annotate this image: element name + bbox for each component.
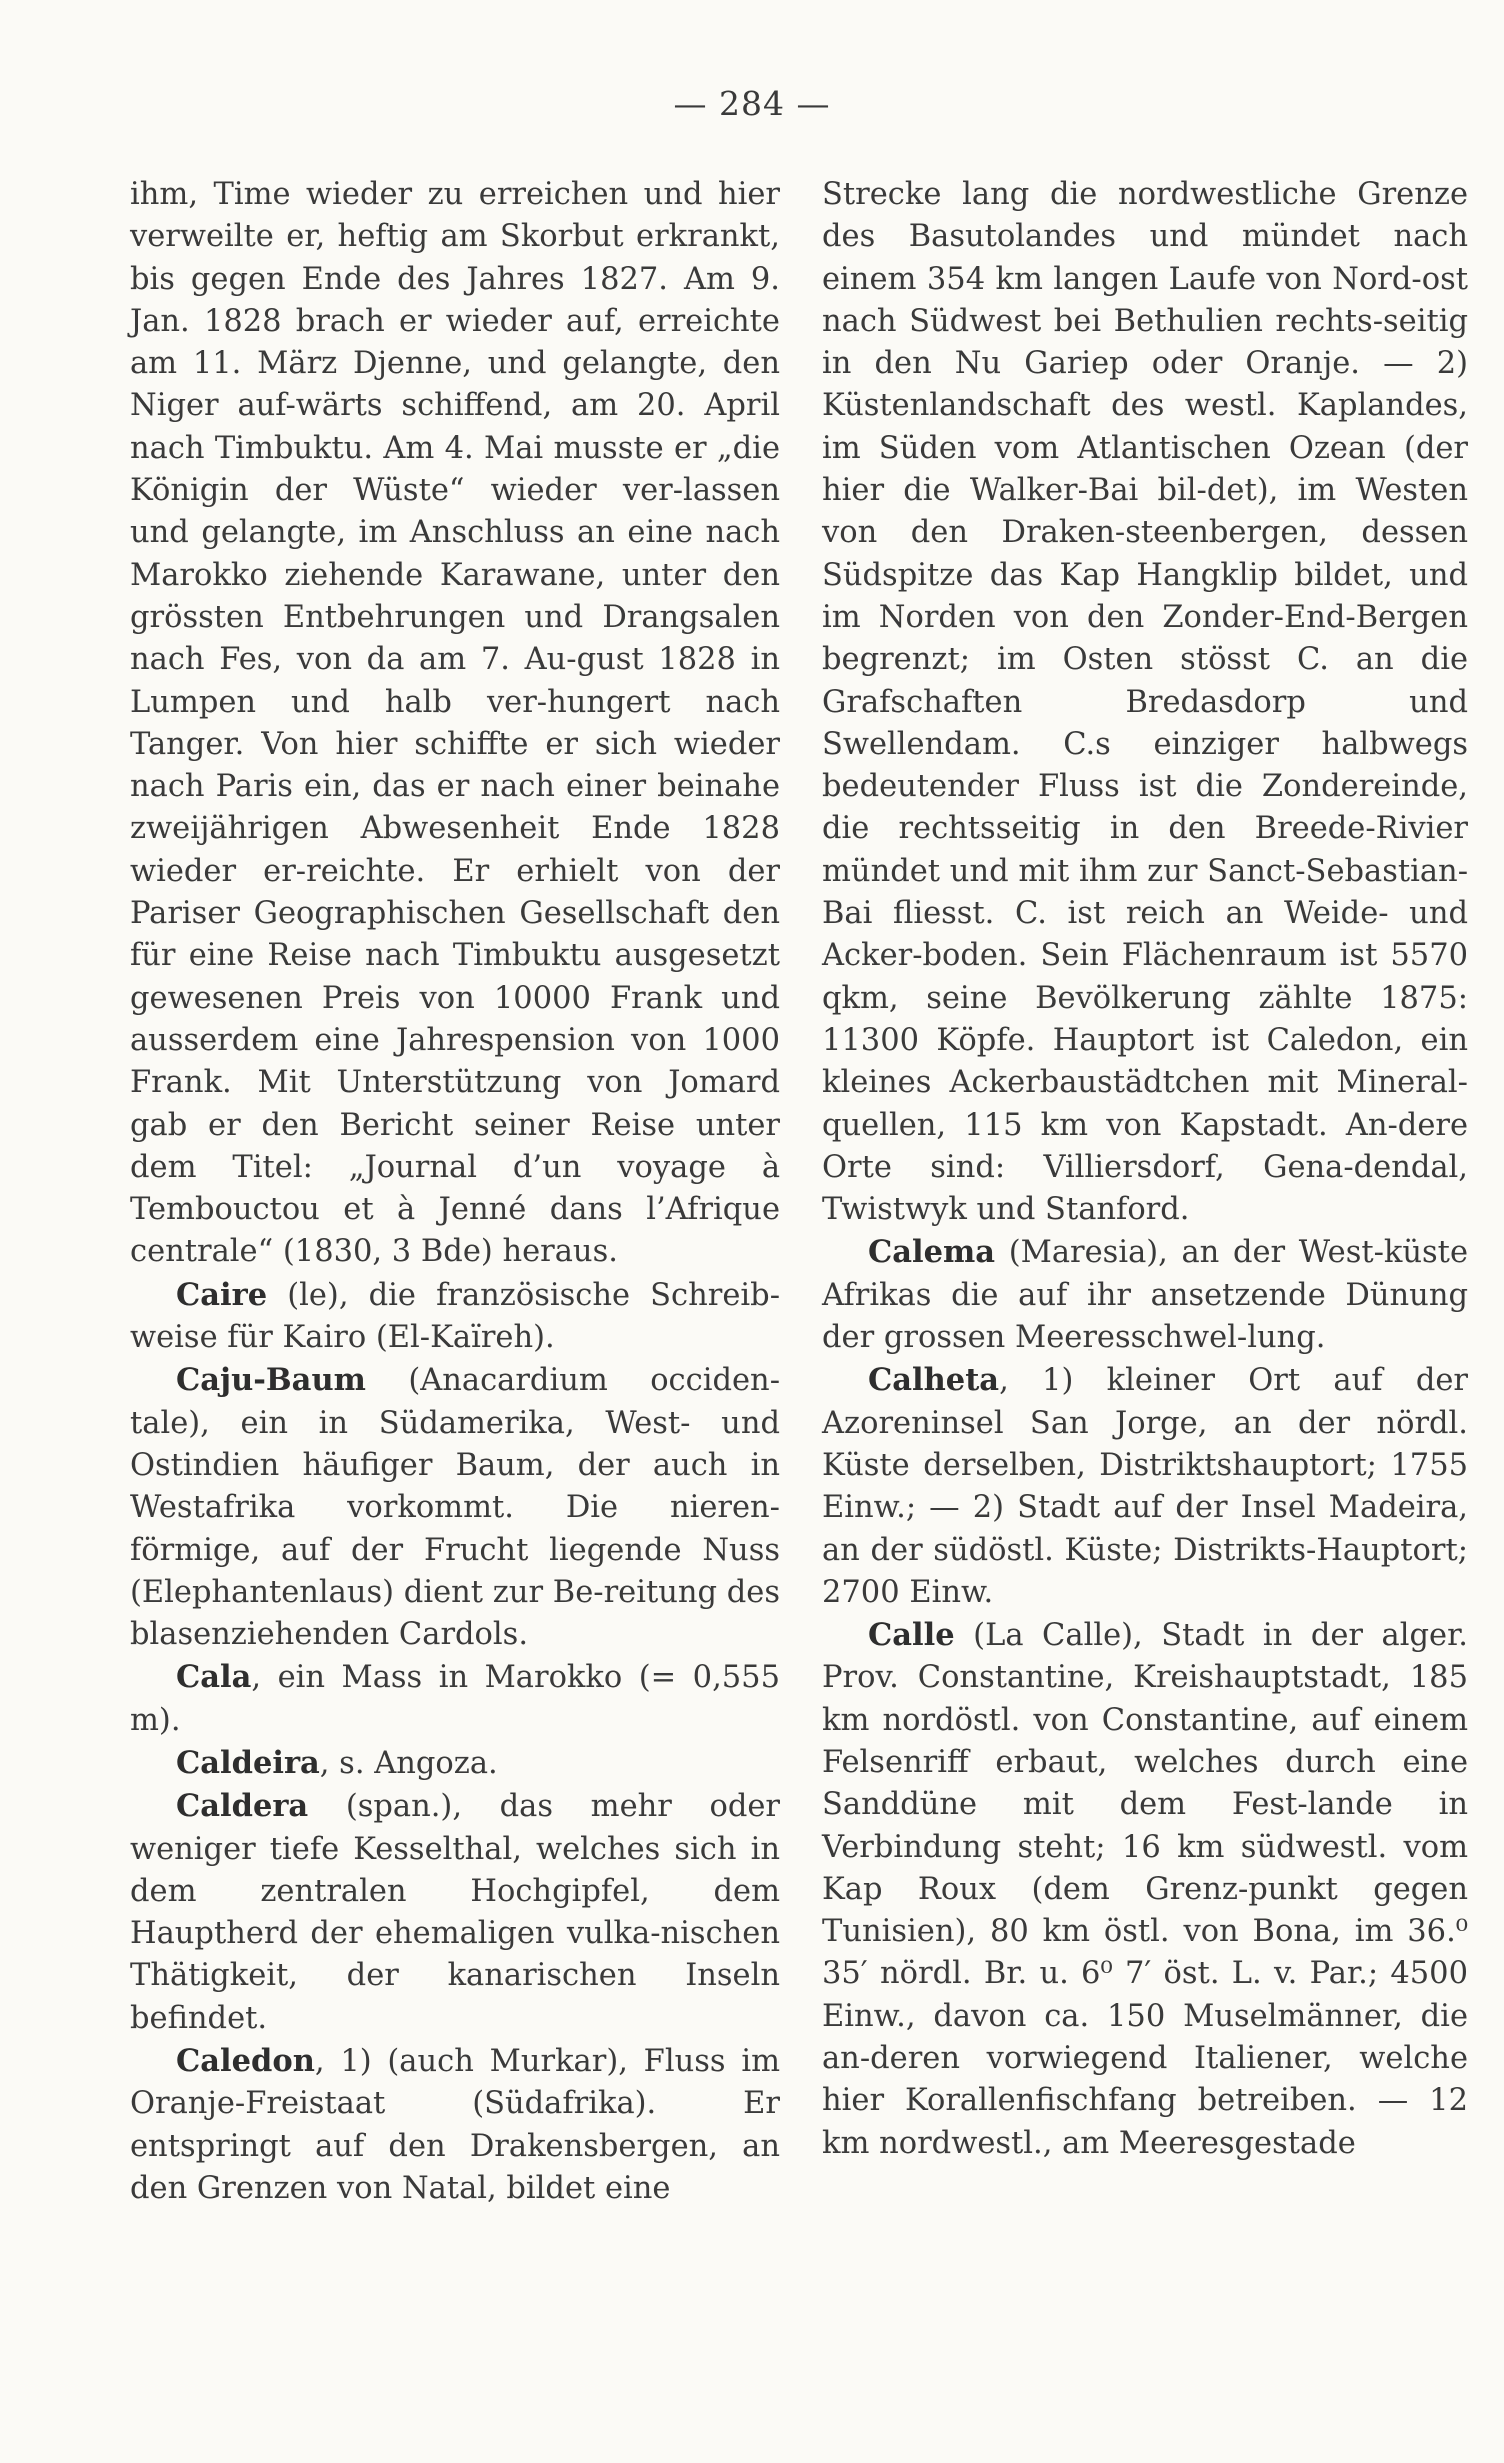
lemma-heading: Caledon	[176, 2043, 315, 2080]
entry-calheta	[822, 1359, 1468, 1614]
entry-caledon	[130, 2040, 780, 2210]
entry-text: , 1) (auch Murkar), Fluss im Oranje-Freistaat (Südafrika). Er entspringt auf den Drakensbergen, an den Grenzen von Natal, bildet eine	[130, 2044, 780, 2206]
continuation-paragraph	[822, 174, 1468, 1231]
page-number: — 284 —	[673, 84, 831, 123]
entry-calle	[822, 1614, 1468, 2165]
lemma-heading: Caldeira	[176, 1744, 320, 1781]
entry-text: ihm, Time wieder zu erreichen und hier verweilte er, heftig am Skorbut erkrankt, bis gegen Ende des Jahres 1827. Am 9. Jan. 1828 brach er wieder auf, erreichte am 11. März Djenne, und gelangte, den Niger auf-wärts schiffend, am 20. April nach Timbuktu. Am 4. Mai musste er „die Königin der Wüste“ wieder ver-lassen und gelangte, im Anschluss an eine nach Marokko ziehende Karawane, unter den grössten Entbehrungen und Drangsalen nach Fes, von da am 7. Au-gust 1828 in Lumpen und halb ver-hungert nach Tanger. Von hier schiffte er sich wieder nach Paris ein, das er nach einer beinahe zweijährigen Abwesenheit Ende 1828 wieder er-reichte. Er erhielt von der Pariser Geographischen Gesellschaft den für eine Reise nach Timbuktu ausgesetzt gewesenen Preis von 10000 Frank und ausserdem eine Jahrespension von 1000 Frank. Mit Unterstützung von Jomard gab er den Bericht seiner Reise unter dem Titel: „Journal d’un voyage à Tembouctou et à Jenné dans l’Afrique centrale“ (1830, 3 Bde) heraus.	[130, 177, 780, 1270]
lemma-heading: Calema	[868, 1234, 996, 1271]
entry-text: (Anacardium occiden-tale), ein in Südamerika, West- und Ostindien häufiger Baum, der auch in Westafrika vorkommt. Die nieren-förmige, auf der Frucht liegende Nuss (Elephantenlaus) dient zur Be-reitung des blasenziehenden Cardols.	[130, 1363, 780, 1653]
entry-text: , ein Mass in Marokko (= 0,555 m).	[130, 1660, 780, 1738]
entry-text: (La Calle), Stadt in der alger. Prov. Constantine, Kreishauptstadt, 185 km nordöstl. von Constantine, auf einem Felsenriff erbaut, welches durch eine Sanddüne mit dem Fest-lande in Verbindung steht; 16 km südwestl. vom Kap Roux (dem Grenz-punkt gegen Tunisien), 80 km östl. von Bona, im 36.⁰ 35′ nördl. Br. u. 6⁰ 7′ öst. L. v. Par.; 4500 Einw., davon ca. 150 Muselmänner, die an-deren vorwiegend Italiener, welche hier Korallenfischfang betreiben. — 12 km nordwestl., am Meeresgestade	[822, 1618, 1468, 2161]
entry-text: , s. Angoza.	[319, 1745, 498, 1781]
left-column	[130, 174, 780, 2210]
right-column	[822, 174, 1468, 2165]
lemma-heading: Caire	[176, 1276, 268, 1313]
lemma-heading: Calheta	[868, 1362, 1000, 1399]
entry-text: (span.), das mehr oder weniger tiefe Kesselthal, welches sich in dem zentralen Hochgipfel, dem Hauptherd der ehemaligen vulka-nischen Thätigkeit, der kanarischen Inseln befindet.	[130, 1789, 780, 2036]
entry-calema	[822, 1231, 1468, 1359]
entry-caju-baum	[130, 1359, 780, 1656]
continuation-paragraph	[130, 174, 780, 1274]
entry-caire	[130, 1274, 780, 1360]
entry-text: (le), die französische Schreib-weise für Kairo (El-Kaïreh).	[130, 1277, 780, 1356]
entry-cala	[130, 1656, 780, 1742]
entry-text: Strecke lang die nordwestliche Grenze des Basutolandes und mündet nach einem 354 km langen Laufe von Nord-ost nach Südwest bei Bethulien rechts-seitig in den Nu Gariep oder Oranje. — 2) Küstenlandschaft des westl. Kaplandes, im Süden vom Atlantischen Ozean (der hier die Walker-Bai bil-det), im Westen von den Draken-steenbergen, dessen Südspitze das Kap Hangklip bildet, und im Norden von den Zonder-End-Bergen begrenzt; im Osten stösst C. an die Grafschaften Bredasdorp und Swellendam. C.s einziger halbwegs bedeutender Fluss ist die Zondereinde, die rechtsseitig in den Breede-Rivier mündet und mit ihm zur Sanct-Sebastian-Bai fliesst. C. ist reich an Weide- und Acker-boden. Sein Flächenraum ist 5570 qkm, seine Bevölkerung zählte 1875: 11300 Köpfe. Hauptort ist Caledon, ein kleines Ackerbaustädtchen mit Mineral-quellen, 115 km von Kapstadt. An-dere Orte sind: Villiersdorf, Gena-dendal, Twistwyk und Stanford.	[822, 177, 1468, 1228]
entry-text: (Maresia), an der West-küste Afrikas die auf ihr ansetzende Dünung der grossen Meeresschwel-lung.	[822, 1235, 1468, 1356]
lemma-heading: Cala	[176, 1659, 252, 1696]
entry-caldera	[130, 1785, 780, 2040]
entry-caldeira	[130, 1742, 780, 1785]
lemma-heading: Caldera	[176, 1788, 309, 1825]
entry-text: , 1) kleiner Ort auf der Azoreninsel San Jorge, an der nördl. Küste derselben, Distriktshauptort; 1755 Einw.; — 2) Stadt auf der Insel Madeira, an der südöstl. Küste; Distrikts-Hauptort; 2700 Einw.	[822, 1363, 1468, 1610]
lemma-heading: Caju-Baum	[176, 1362, 366, 1399]
lemma-heading: Calle	[868, 1617, 955, 1654]
